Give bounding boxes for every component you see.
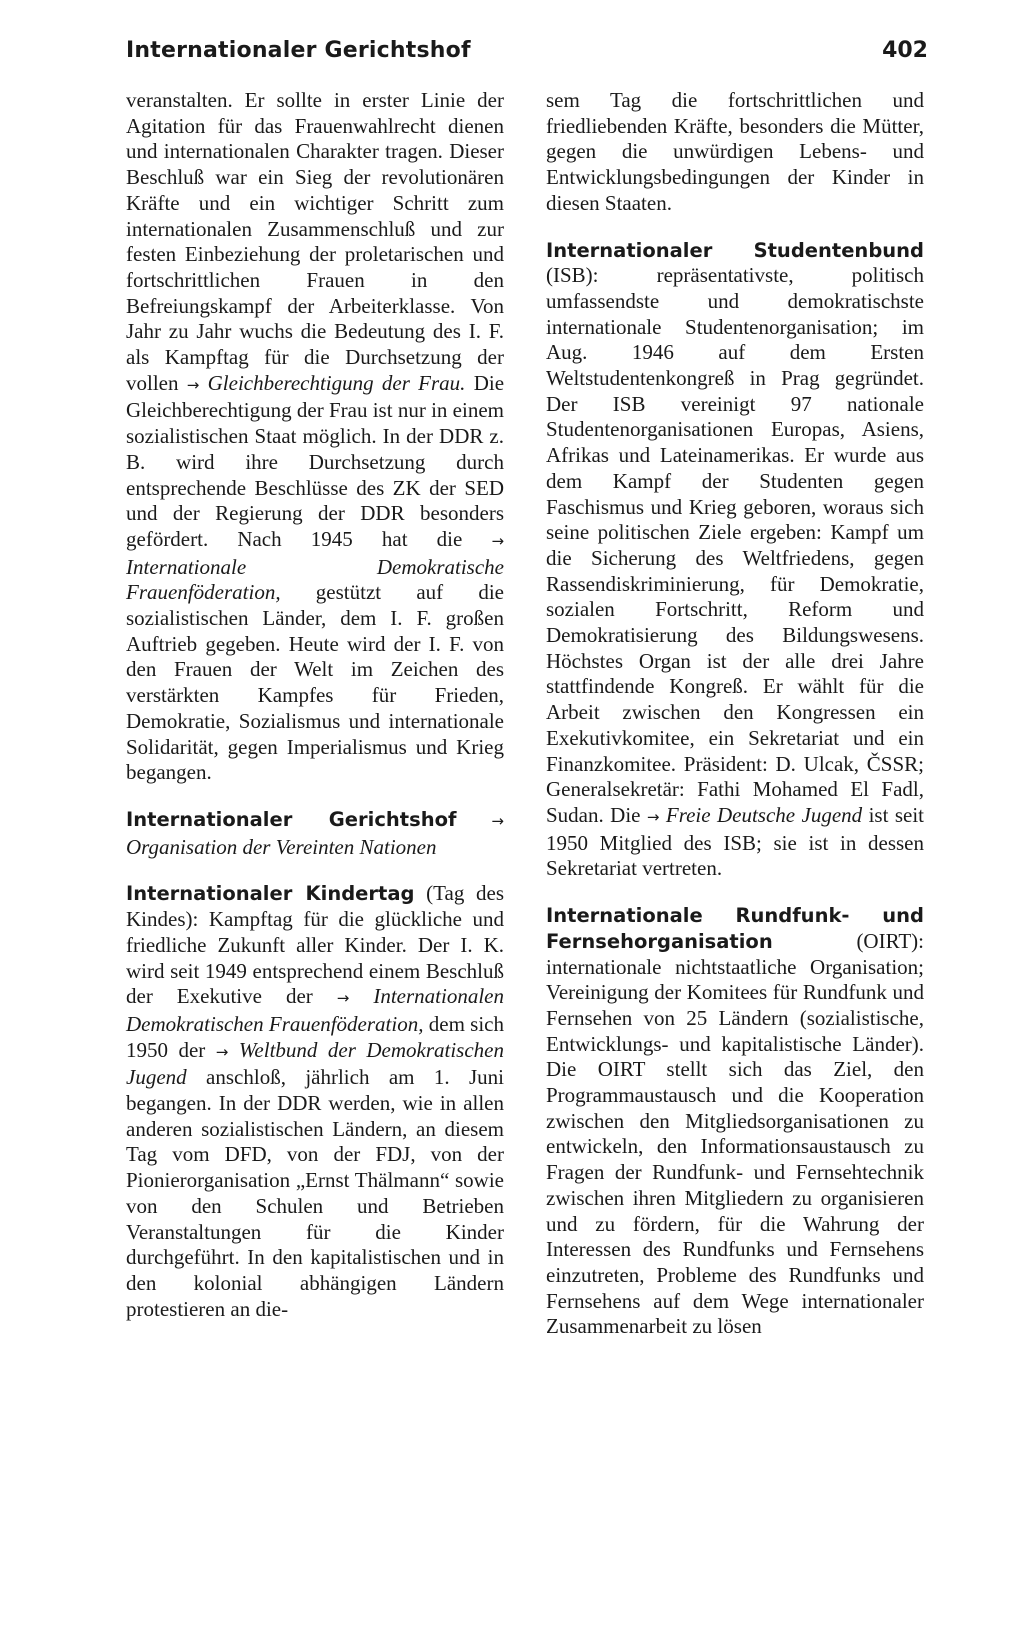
- left-column: [126, 88, 504, 1322]
- entry-headword: Internationaler Gerichtshof: [126, 807, 457, 831]
- right-column: [546, 88, 924, 1340]
- entry-headword: Internationaler Kindertag: [126, 882, 415, 906]
- page-number: 402: [882, 38, 928, 63]
- running-head: Internationaler Gerichtshof: [126, 38, 471, 63]
- entry-text: ist seit 1950 Mitglied des ISB; sie ist in dessen Sekretariat vertreten.: [546, 802, 924, 881]
- cross-reference-arrow-icon: →: [491, 811, 504, 830]
- entry-frauentag-continued: [126, 88, 504, 786]
- entry-text: veranstalten. Er sollte in erster Linie der Agitation für das Frauenwahlrecht dienen und internationalen Charakter tragen. Dieser Beschluß war ein Sieg der revolutionären Kräfte und ein wichtiger Schritt zum internationalen Zusammenschluß und zur festen Einbeziehung der proletarischen und fortschrittlichen Frauen in den Befreiungskampf der Arbeiterklasse. Von Jahr zu Jahr wuchs die Bedeutung des I. F. als Kampftag für die Durchsetzung der vollen: [126, 88, 504, 395]
- cross-reference-arrow-icon: →: [646, 807, 660, 826]
- entry-kindertag-continued: [546, 88, 924, 217]
- entry-kindertag: [126, 881, 504, 1322]
- entry-oirt: [546, 903, 924, 1340]
- entry-headword: Internationaler Studentenbund: [546, 238, 924, 262]
- entry-text: Die Gleichberechtigung der Frau ist nur in einem sozialistischen Staat möglich. In der DDR z. B. wird ihre Durchsetzung durch entsprechende Beschlüsse des ZK der SED und der Regierung der DDR besonders gefördert. Nach 1945 hat die: [126, 370, 505, 551]
- entry-gerichtshof: [126, 807, 504, 860]
- entry-text: dem sich 1950 der: [126, 1011, 505, 1062]
- entry-text: (OIRT): internationale nichtstaatliche Organisation; Vereinigung der Komitees für Rundfunk und Fernsehen von 25 Ländern (sozialistische, Entwicklungs- und kapitalistische Länder). Die OIRT stellt sich das Ziel, den Programmaustausch und die Kooperation zwischen den Mitgliedsorganisationen zu entwickeln, den Informationsaustausch zu Fragen der Rundfunk- und Fernsehtechnik zwischen ihren Mitgliedern zu organisieren und zu fördern, für die Wahrung der Interessen des Rundfunks und Fernsehens einzutreten, Probleme des Rundfunks und Fernsehens auf dem Wege internationaler Zusammenarbeit zu lösen: [546, 928, 924, 1339]
- cross-reference-arrow-icon: →: [186, 375, 200, 394]
- entry-text: (Tag des Kindes): Kampftag für die glückliche und friedliche Zukunft aller Kinder. Der I. K. wird seit 1949 entsprechend einem Beschluß der Exekutive der: [126, 881, 504, 1009]
- cross-reference-arrow-icon: →: [336, 989, 350, 1008]
- entry-studentenbund: [546, 238, 924, 883]
- cross-reference[interactable]: Internationale Demokratische Frauenföderation,: [126, 554, 504, 605]
- entry-text: anschloß, jährlich am 1. Juni begangen. In der DDR werden, wie in allen anderen sozialistischen Ländern, an diesem Tag vom DFD, von der FDJ, von der Pionierorganisation „Ernst Thälmann“ sowie von den Schulen und Betrieben Veranstaltungen für die Kinder durchgeführt. In den kapitalistischen und in den kolonial abhängigen Ländern protestieren an die-: [126, 1065, 505, 1321]
- cross-reference-arrow-icon: →: [215, 1042, 229, 1061]
- entry-text: gestützt auf die sozialistischen Länder, dem I. F. großen Auftrieb gegeben. Heute wird der I. F. von den Frauen der Welt im Zeichen des verstärkten Kampfes für Frieden, Demokratie, Sozialismus und internationale Solidarität, gegen Imperialismus und Krieg begangen.: [126, 580, 505, 785]
- cross-reference[interactable]: Gleichberechtigung der Frau.: [207, 370, 466, 395]
- cross-reference[interactable]: Internationalen Demokratischen Frauenföderation,: [126, 984, 504, 1036]
- entry-text: sem Tag die fortschrittlichen und friedliebenden Kräfte, besonders die Mütter, gegen die unwürdigen Lebens- und Entwicklungsbedingungen der Kinder in diesen Staaten.: [546, 88, 924, 215]
- cross-reference-arrow-icon: →: [491, 531, 505, 550]
- cross-reference[interactable]: Freie Deutsche Jugend: [665, 802, 863, 827]
- cross-reference[interactable]: Weltbund der Demokratischen Jugend: [126, 1037, 504, 1090]
- cross-reference[interactable]: Organisation der Vereinten Nationen: [126, 834, 437, 859]
- entry-headword: Internationale Rundfunk- und Fernsehorganisation: [546, 904, 924, 953]
- entry-text: (ISB): repräsentativste, politisch umfassendste und demokratischste internationale Studentenorganisation; im Aug. 1946 auf dem Ersten Weltstudentenkongreß in Prag gegründet. Der ISB vereinigt 97 nationale Studentenorganisationen Europas, Asiens, Afrikas und Lateinamerikas. Er wurde aus dem Kampf der Studenten gegen Faschismus und Krieg geboren, woraus sich seine politischen Ziele ergeben: Kampf um die Sicherung des Weltfriedens, gegen Rassendiskriminierung, für Demokratie, sozialen Fortschritt, Reform und Demokratisierung des Bildungswesens. Höchstes Organ ist der alle drei Jahre stattfindende Kongreß. Er wählt für die Arbeit zwischen den Kongressen ein Exekutivkomitee, ein Sekretariat und ein Finanzkomitee. Präsident: D. Ulcak, ČSSR; Generalsekretär: Fathi Mohamed El Fadl, Sudan. Die: [546, 263, 924, 827]
